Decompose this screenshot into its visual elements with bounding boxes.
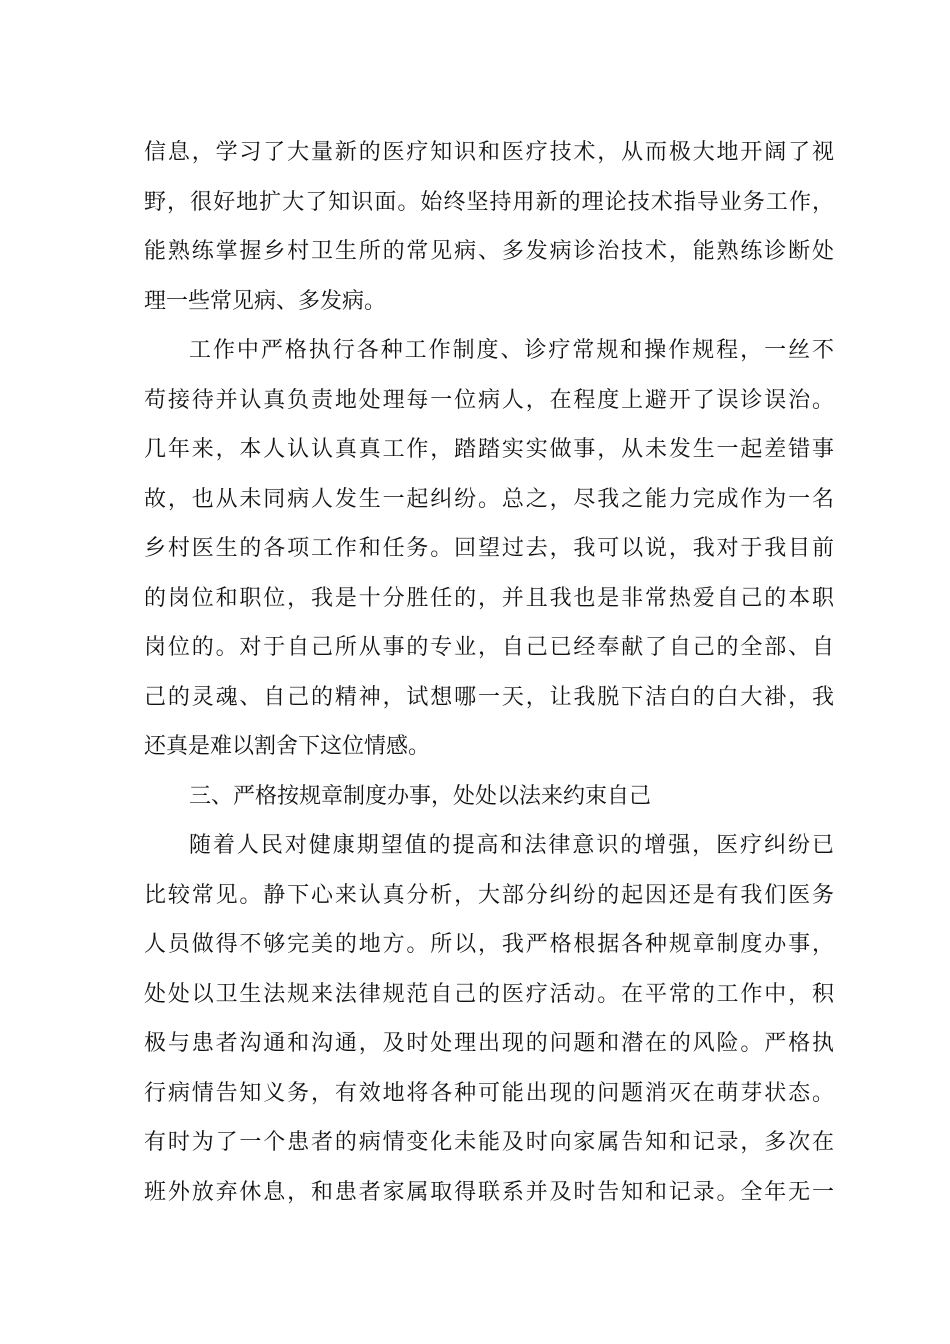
text-line: 乡村医生的各项工作和任务。回望过去，我可以说，我对于我目前 xyxy=(144,536,834,561)
text-line: 的岗位和职位，我是十分胜任的，并且我也是非常热爱自己的本职 xyxy=(144,585,834,611)
text-line: 人员做得不够完美的地方。所以，我严格根据各种规章制度办事， xyxy=(144,932,834,957)
section-heading xyxy=(144,772,834,822)
text-line: 故，也从未同病人发生一起纠纷。总之，尽我之能力完成作为一名 xyxy=(144,486,834,512)
text-line: 能熟练掌握乡村卫生所的常见病、多发病诊治技术，能熟练诊断处 xyxy=(144,239,834,264)
text-line: 班外放弃休息，和患者家属取得联系并及时告知和记录。全年无一 xyxy=(144,1179,834,1205)
text-line: 几年来，本人认认真真工作，踏踏实实做事，从未发生一起差错事 xyxy=(144,437,834,462)
section-heading-text: 三、严格按规章制度办事，处处以法来约束自己 xyxy=(189,783,652,809)
text-line: 极与患者沟通和沟通，及时处理出现的问题和潜在的风险。严格执 xyxy=(144,1031,834,1056)
text-line: 还真是难以割舍下这位情感。 xyxy=(144,734,431,759)
text-line: 己的灵魂、自己的精神，试想哪一天，让我脱下洁白的白大褂，我 xyxy=(144,684,834,710)
text-line: 随着人民对健康期望值的提高和法律意识的增强，医疗纠纷已 xyxy=(189,833,834,858)
paragraph-2 xyxy=(144,326,834,772)
text-line: 行病情告知义务，有效地将各种可能出现的问题消灭在萌芽状态。 xyxy=(144,1080,834,1106)
paragraph-4 xyxy=(144,821,834,1217)
document-body xyxy=(144,128,834,1217)
text-line: 工作中严格执行各种工作制度、诊疗常规和操作规程，一丝不 xyxy=(189,338,834,363)
text-line: 有时为了一个患者的病情变化未能及时向家属告知和记录，多次在 xyxy=(144,1130,834,1155)
text-line: 信息，学习了大量新的医疗知识和医疗技术，从而极大地开阔了视 xyxy=(144,140,834,165)
text-line: 理一些常见病、多发病。 xyxy=(144,288,387,314)
text-line: 岗位的。对于自己所从事的专业，自己已经奉献了自己的全部、自 xyxy=(144,635,834,660)
text-line: 比较常见。静下心来认真分析，大部分纠纷的起因还是有我们医务 xyxy=(144,882,834,908)
paragraph-1 xyxy=(144,128,834,326)
text-line: 野，很好地扩大了知识面。始终坚持用新的理论技术指导业务工作， xyxy=(144,189,834,215)
text-line: 苟接待并认真负责地处理每一位病人，在程度上避开了误诊误治。 xyxy=(144,387,834,413)
text-line: 处处以卫生法规来法律规范自己的医疗活动。在平常的工作中，积 xyxy=(144,981,834,1007)
